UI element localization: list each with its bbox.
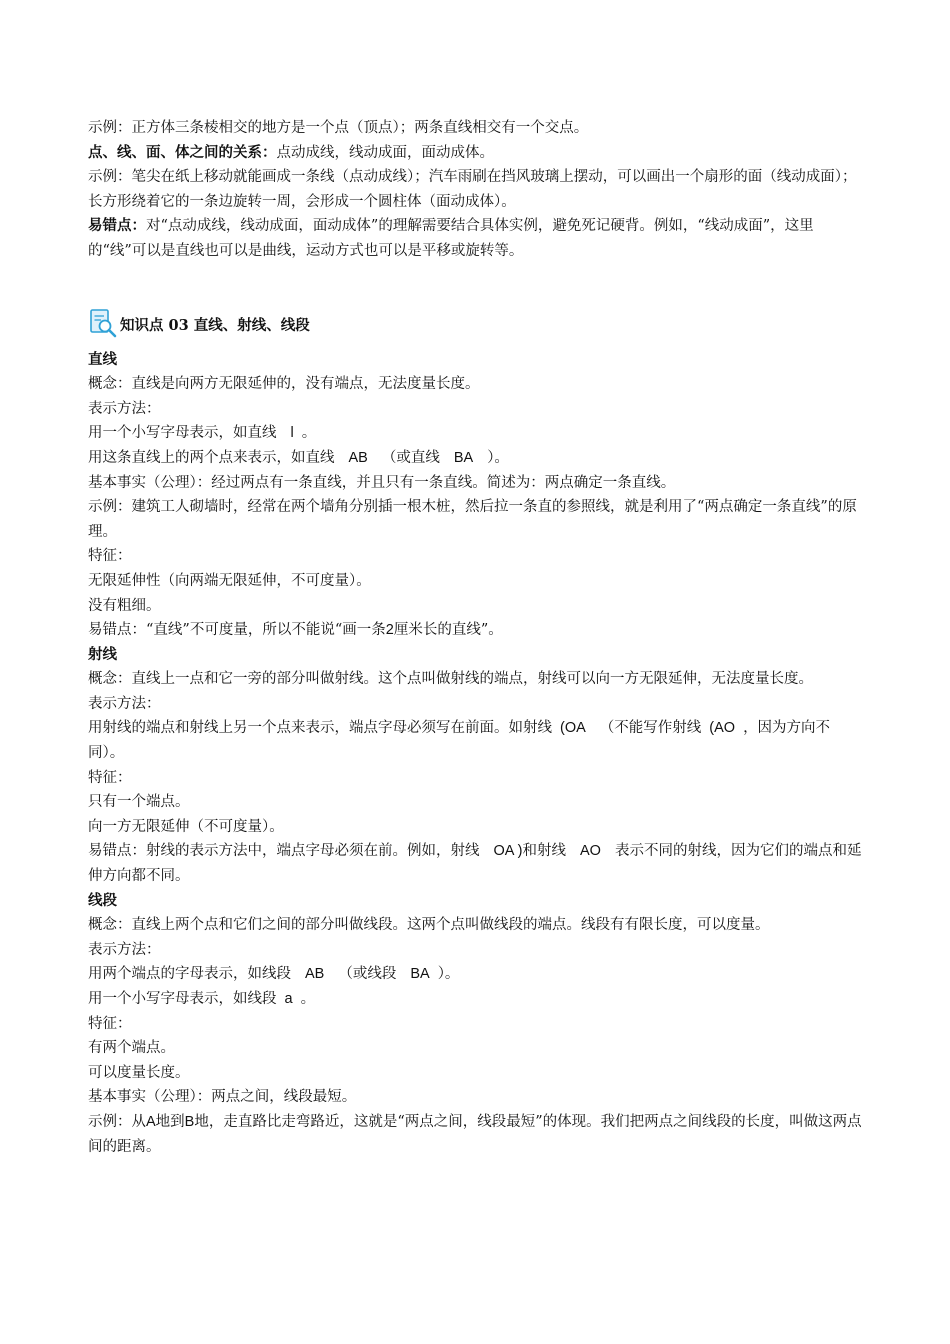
relation-paragraph xyxy=(88,141,864,166)
text: 用一个小写字母表示，如线段 xyxy=(88,991,277,1007)
line-feature-2: 没有粗细。 xyxy=(88,597,161,614)
line-concept: 概念：直线是向两方无限延伸的，没有端点，无法度量长度。 xyxy=(88,376,480,393)
math-var: (AO xyxy=(709,720,736,737)
text: 易错点：“直线”不可度量，所以不能说“画一条 xyxy=(88,622,386,639)
line-method-1 xyxy=(88,421,864,446)
text: 用两个端点的字母表示，如线段 xyxy=(88,966,291,983)
math-var: OA ) xyxy=(493,843,523,860)
math-var: l xyxy=(290,425,294,442)
search-document-icon xyxy=(88,308,118,338)
text: ）。 xyxy=(437,966,460,983)
segment-method-1 xyxy=(88,962,864,987)
math-var: a xyxy=(284,991,293,1007)
math-var: BA xyxy=(410,966,430,983)
text: 易错点：射线的表示方法中，端点字母必须在前。例如，射线 xyxy=(88,843,480,860)
ray-error xyxy=(88,839,864,888)
ray-feature-1: 只有一个端点。 xyxy=(88,794,190,811)
text: 用射线的端点和射线上另一个点来表示，端点字母必须写在前面。如射线 xyxy=(88,720,552,737)
text: ，因为方向不同）。 xyxy=(88,720,831,762)
error-label: 易错点： xyxy=(88,217,146,235)
letter: B xyxy=(184,1113,195,1130)
text: 和射线 xyxy=(522,843,567,860)
line-error xyxy=(88,618,864,643)
segment-concept: 概念：直线上两个点和它们之间的部分叫做线段。这两个点叫做线段的端点。线段有有限长度，可以度量。 xyxy=(88,917,770,934)
line-heading: 直线 xyxy=(88,350,117,368)
segment-heading: 线段 xyxy=(88,891,117,909)
knowledge-point-header xyxy=(88,302,864,338)
segment-feature-label: 特征： xyxy=(88,1015,132,1032)
relation-label: 点、线、面、体之间的关系： xyxy=(88,143,277,161)
text: 表示不同的射线，因为它们的端点和延伸方向都不同。 xyxy=(88,843,862,885)
ray-method-label: 表示方法： xyxy=(88,695,161,712)
math-var: AO xyxy=(580,843,601,860)
text: （或直线 xyxy=(381,449,440,466)
line-method-2 xyxy=(88,446,864,471)
ray-method-1 xyxy=(88,716,864,765)
document-page xyxy=(88,116,864,1159)
text: 。 xyxy=(301,425,317,442)
math-var: AB xyxy=(348,449,368,466)
example-paragraph: 示例：正方体三条棱相交的地方是一个点（顶点）；两条直线相交有一个交点。 xyxy=(88,120,589,136)
segment-fact: 基本事实（公理）：两点之间，线段最短。 xyxy=(88,1089,357,1106)
segment-example xyxy=(88,1110,864,1159)
text: 示例：从 xyxy=(88,1113,146,1130)
knowledge-point-title: 知识点 03 直线、射线、线段 xyxy=(120,316,310,334)
text: 。 xyxy=(300,991,316,1007)
line-feature-label: 特征： xyxy=(88,548,132,565)
error-paragraph xyxy=(88,214,864,263)
ray-feature-2: 向一方无限延伸（不可度量）。 xyxy=(88,818,284,835)
math-var: BA xyxy=(453,449,474,466)
text: （不能写作射线 xyxy=(599,720,702,737)
relation-text: 点动成线，线动成面，面动成体。 xyxy=(276,144,494,161)
segment-method-label: 表示方法： xyxy=(88,941,161,958)
letter: A xyxy=(146,1113,156,1130)
math-var: (OA xyxy=(560,720,586,737)
math-var: AB xyxy=(305,966,325,983)
text: （或线段 xyxy=(338,966,397,983)
text: 用一个小写字母表示，如直线 xyxy=(88,425,277,442)
ray-concept: 概念：直线上一点和它一旁的部分叫做射线。这个点叫做射线的端点，射线可以向一方无限延伸，无法度量长度。 xyxy=(88,671,813,688)
segment-method-2 xyxy=(88,987,864,1012)
error-text: 对“点动成线，线动成面，面动成体”的理解需要结合具体实例，避免死记硬背。例如，“线动成面”，这里的“线”可以是直线也可以是曲线，运动方式也可以是平移或旋转等。 xyxy=(88,218,814,259)
ray-heading: 射线 xyxy=(88,645,117,663)
line-method-label: 表示方法： xyxy=(88,400,161,417)
number: 2 xyxy=(385,622,394,639)
segment-feature-2: 可以度量长度。 xyxy=(88,1064,190,1081)
ray-feature-label: 特征： xyxy=(88,769,132,786)
text: 厘米长的直线”。 xyxy=(393,622,503,639)
line-fact: 基本事实（公理）：经过两点有一条直线，并且只有一条直线。简述为：两点确定一条直线。 xyxy=(88,474,676,491)
text: 地，走直路比走弯路近，这就是“两点之间，线段最短”的体现。我们把两点之间线段的长度，叫做这两点间的距离。 xyxy=(88,1113,862,1155)
segment-feature-1: 有两个端点。 xyxy=(88,1040,175,1057)
example-paragraph-2: 示例：笔尖在纸上移动就能画成一条线（点动成线）；汽车雨刷在挡风玻璃上摆动，可以画出一个扇形的面（线动成面）；长方形绕着它的一条边旋转一周，会形成一个圆柱体（面动成体）。 xyxy=(88,169,857,210)
line-example: 示例：建筑工人砌墙时，经常在两个墙角分别插一根木桩，然后拉一条直的参照线，就是利用了“两点确定一条直线”的原理。 xyxy=(88,499,857,540)
text: 用这条直线上的两个点来表示，如直线 xyxy=(88,449,335,466)
text: 地到 xyxy=(155,1113,185,1130)
text: ）。 xyxy=(487,449,509,466)
line-feature-1: 无限延伸性（向两端无限延伸，不可度量）。 xyxy=(88,572,371,589)
